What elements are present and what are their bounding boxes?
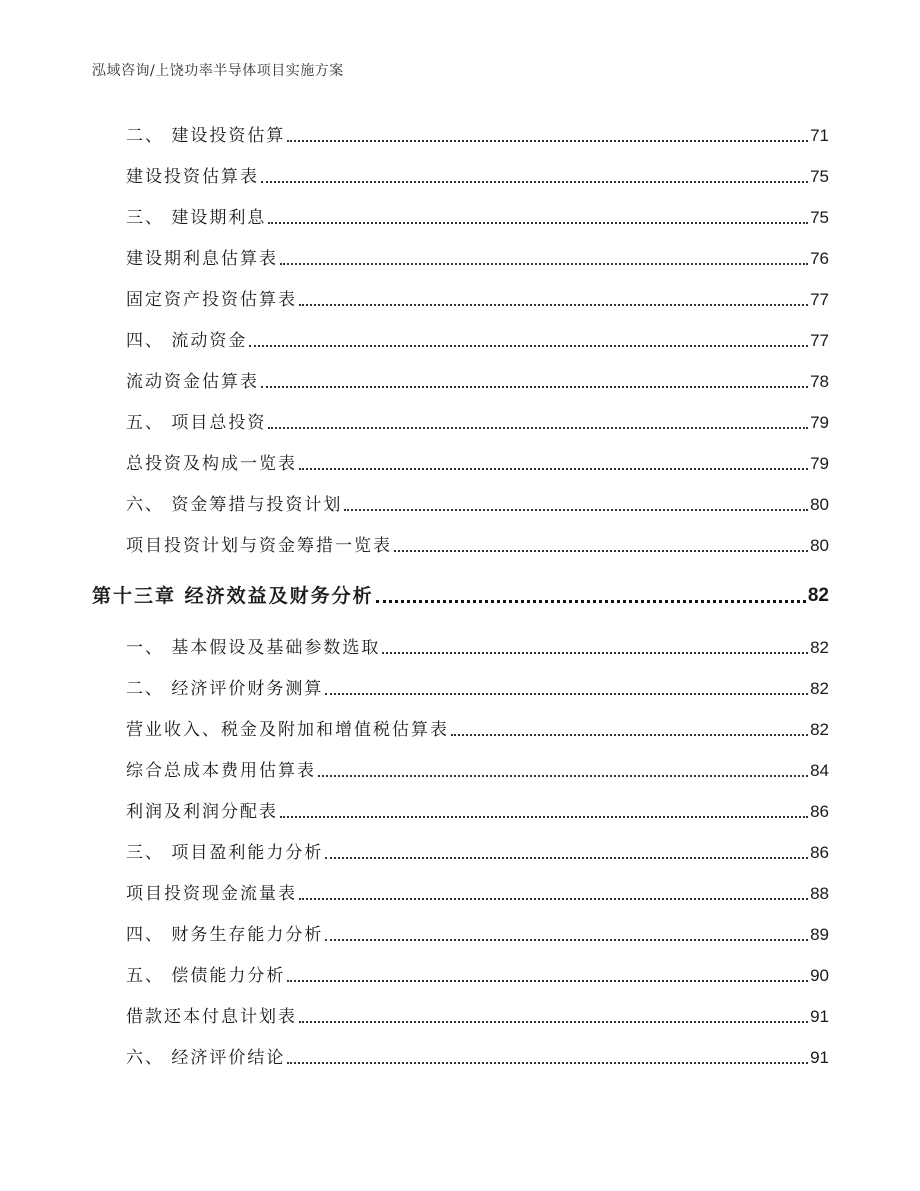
toc-entry-page: 79: [810, 454, 829, 473]
toc-dot-leader: [299, 468, 808, 470]
toc-entry-title: 流动资金估算表: [126, 372, 259, 392]
toc-entry-title: 三、 建设期利息: [126, 208, 267, 228]
toc-entry-page: 84: [810, 761, 829, 780]
toc-entry-title: 四、 流动资金: [126, 331, 248, 351]
toc-entry-title: 总投资及构成一览表: [126, 454, 297, 474]
toc-entry[interactable]: [126, 881, 829, 907]
toc-entry-title: 固定资产投资估算表: [126, 290, 297, 310]
toc-dot-leader: [287, 980, 808, 982]
toc-entry-title: 六、 经济评价结论: [126, 1048, 286, 1068]
toc-dot-leader: [451, 734, 808, 736]
toc-dot-leader: [382, 652, 808, 654]
toc-entry[interactable]: [126, 1045, 829, 1071]
toc-dot-leader: [376, 600, 806, 603]
toc-entry[interactable]: [126, 922, 829, 948]
toc-entry[interactable]: [126, 799, 829, 825]
toc-entry[interactable]: [126, 717, 829, 743]
toc-entry[interactable]: [126, 676, 829, 702]
toc-dot-leader: [325, 939, 808, 941]
toc-dot-leader: [325, 857, 808, 859]
toc-entry-page: 78: [810, 372, 829, 391]
toc-entry-page: 82: [810, 679, 829, 698]
toc-entry-title: 四、 财务生存能力分析: [126, 925, 324, 945]
toc-entry-page: 89: [810, 925, 829, 944]
toc-dot-leader: [299, 304, 808, 306]
toc-entry-page: 86: [810, 843, 829, 862]
toc-dot-leader: [394, 550, 808, 552]
toc-entry[interactable]: [126, 492, 829, 518]
toc-entry-title: 建设投资估算表: [126, 167, 259, 187]
toc-dot-leader: [344, 509, 808, 511]
toc-entry-page: 86: [810, 802, 829, 821]
toc-entry-title: 六、 资金筹措与投资计划: [126, 495, 343, 515]
toc-dot-leader: [268, 427, 808, 429]
toc-dot-leader: [287, 1062, 808, 1064]
toc-dot-leader: [261, 386, 808, 388]
toc-entry-title: 借款还本付息计划表: [126, 1007, 297, 1027]
page-header: 泓域咨询/上饶功率半导体项目实施方案: [92, 63, 344, 79]
toc-entry-title: 项目投资计划与资金筹措一览表: [126, 536, 392, 556]
toc-entry-title: 综合总成本费用估算表: [126, 761, 316, 781]
toc-entry-title: 五、 偿债能力分析: [126, 966, 286, 986]
toc-entry-title: 利润及利润分配表: [126, 802, 278, 822]
toc-entry-page: 82: [807, 585, 829, 606]
toc-entry-page: 80: [810, 495, 829, 514]
toc-dot-leader: [268, 222, 808, 224]
toc-entry[interactable]: [126, 410, 829, 436]
toc-dot-leader: [249, 345, 808, 347]
toc-entry-title: 五、 项目总投资: [126, 413, 267, 433]
toc-dot-leader: [280, 263, 808, 265]
toc-dot-leader: [318, 775, 808, 777]
toc-entry-page: 82: [810, 638, 829, 657]
toc-entry[interactable]: [126, 451, 829, 477]
toc-dot-leader: [287, 140, 808, 142]
toc-entry-page: 77: [810, 331, 829, 350]
toc-entry-page: 71: [810, 126, 829, 145]
toc-entry[interactable]: [126, 635, 829, 661]
toc-entry[interactable]: [126, 246, 829, 272]
toc-entry-page: 75: [810, 167, 829, 186]
toc-entry[interactable]: [126, 840, 829, 866]
toc-entry-page: 79: [810, 413, 829, 432]
toc-entry-page: 82: [810, 720, 829, 739]
toc-entry[interactable]: [126, 963, 829, 989]
toc-entry-page: 88: [810, 884, 829, 903]
toc-entry[interactable]: [126, 328, 829, 354]
toc-entry-title: 项目投资现金流量表: [126, 884, 297, 904]
toc-entry-page: 80: [810, 536, 829, 555]
toc-entry[interactable]: [126, 369, 829, 395]
toc-dot-leader: [280, 816, 808, 818]
toc-chapter-entry[interactable]: [92, 583, 829, 609]
toc-entry-title: 二、 建设投资估算: [126, 126, 286, 146]
toc-entry-title: 第十三章 经济效益及财务分析: [92, 585, 374, 607]
toc-dot-leader: [261, 181, 808, 183]
toc-entry-title: 一、 基本假设及基础参数选取: [126, 638, 381, 658]
toc-dot-leader: [299, 898, 808, 900]
toc-entry-title: 二、 经济评价财务测算: [126, 679, 324, 699]
toc-entry-title: 营业收入、税金及附加和增值税估算表: [126, 720, 449, 740]
toc-dot-leader: [325, 693, 808, 695]
toc-entry[interactable]: [126, 533, 829, 559]
toc-entry-page: 75: [810, 208, 829, 227]
toc-entry-page: 90: [810, 966, 829, 985]
toc-entry[interactable]: [126, 758, 829, 784]
toc-entry[interactable]: [126, 123, 829, 149]
toc-entry-page: 76: [810, 249, 829, 268]
toc-entry-title: 三、 项目盈利能力分析: [126, 843, 324, 863]
toc-entry-page: 77: [810, 290, 829, 309]
toc-entry-page: 91: [810, 1048, 829, 1067]
toc-entry-title: 建设期利息估算表: [126, 249, 278, 269]
toc-entry[interactable]: [126, 1004, 829, 1030]
toc-dot-leader: [299, 1021, 808, 1023]
toc-entry[interactable]: [126, 287, 829, 313]
toc-entry[interactable]: [126, 164, 829, 190]
toc-entry[interactable]: [126, 205, 829, 231]
toc-entry-page: 91: [810, 1007, 829, 1026]
